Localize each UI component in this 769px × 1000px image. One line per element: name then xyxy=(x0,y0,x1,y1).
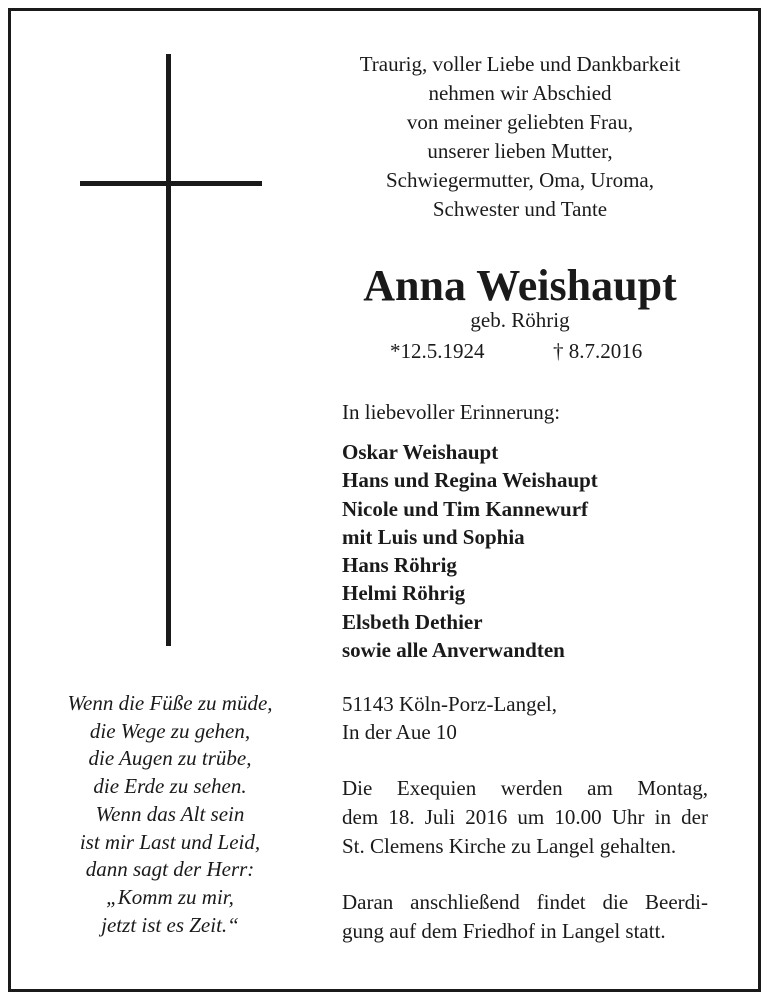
death-date: † 8.7.2016 xyxy=(553,339,643,363)
address-line: 51143 Köln-Porz-Langel, xyxy=(342,692,558,716)
burial-line: Daran anschließend findet die Beerdi- xyxy=(342,890,708,914)
memory-label: In liebevoller Erinnerung: xyxy=(342,400,561,424)
funeral-paragraph xyxy=(342,774,708,861)
mourner: Hans Röhrig xyxy=(342,553,457,578)
poem-line: die Wege zu gehen, xyxy=(89,718,251,743)
mourner: Hans und Regina Weishaupt xyxy=(342,468,598,493)
mourner: mit Luis und Sophia xyxy=(342,524,525,549)
poem-line: die Augen zu trübe, xyxy=(88,746,252,771)
poem-line: jetzt ist es Zeit.“ xyxy=(101,912,239,937)
funeral-line: St. Clemens Kirche zu Langel gehalten. xyxy=(342,834,677,858)
funeral-line: dem 18. Juli 2016 um 10.00 Uhr in der xyxy=(342,805,708,829)
poem-line: die Erde zu sehen. xyxy=(93,774,247,799)
intro-line: von meiner geliebten Frau, xyxy=(406,110,634,134)
burial-paragraph xyxy=(342,888,708,946)
poem-line: ist mir Last und Leid, xyxy=(79,829,261,854)
cross-vertical-beam xyxy=(166,54,171,646)
cross-horizontal-beam xyxy=(80,181,262,186)
intro-text xyxy=(320,50,720,224)
intro-line: unserer lieben Mutter, xyxy=(427,139,613,163)
poem-line: Wenn die Füße zu müde, xyxy=(67,691,273,715)
deceased-name: Anna Weishaupt xyxy=(363,261,677,310)
intro-line: Schwiegermutter, Oma, Uroma, xyxy=(386,168,654,192)
address-line: In der Aue 10 xyxy=(342,720,457,744)
intro-line: Schwester und Tante xyxy=(432,197,608,221)
birth-date: *12.5.1924 xyxy=(390,339,485,363)
mourner: Oskar Weishaupt xyxy=(342,440,499,464)
funeral-line: Die Exequien werden am Montag, xyxy=(342,776,708,800)
address xyxy=(342,690,557,746)
intro-line: Traurig, voller Liebe und Dankbarkeit xyxy=(359,52,681,76)
burial-line: gung auf dem Friedhof in Langel statt. xyxy=(342,919,666,943)
poem-line: „Komm zu mir, xyxy=(106,884,234,909)
poem-line: dann sagt der Herr: xyxy=(85,857,255,882)
mourner: sowie alle Anverwandten xyxy=(342,638,565,663)
mourner: Nicole und Tim Kannewurf xyxy=(342,496,589,521)
birth-name: geb. Röhrig xyxy=(470,308,570,332)
mourner: Helmi Röhrig xyxy=(342,581,466,606)
poem xyxy=(40,690,300,939)
mourners-list xyxy=(342,438,598,664)
mourner: Elsbeth Dethier xyxy=(342,609,483,634)
poem-line: Wenn das Alt sein xyxy=(95,801,245,826)
intro-line: nehmen wir Abschied xyxy=(428,81,612,105)
